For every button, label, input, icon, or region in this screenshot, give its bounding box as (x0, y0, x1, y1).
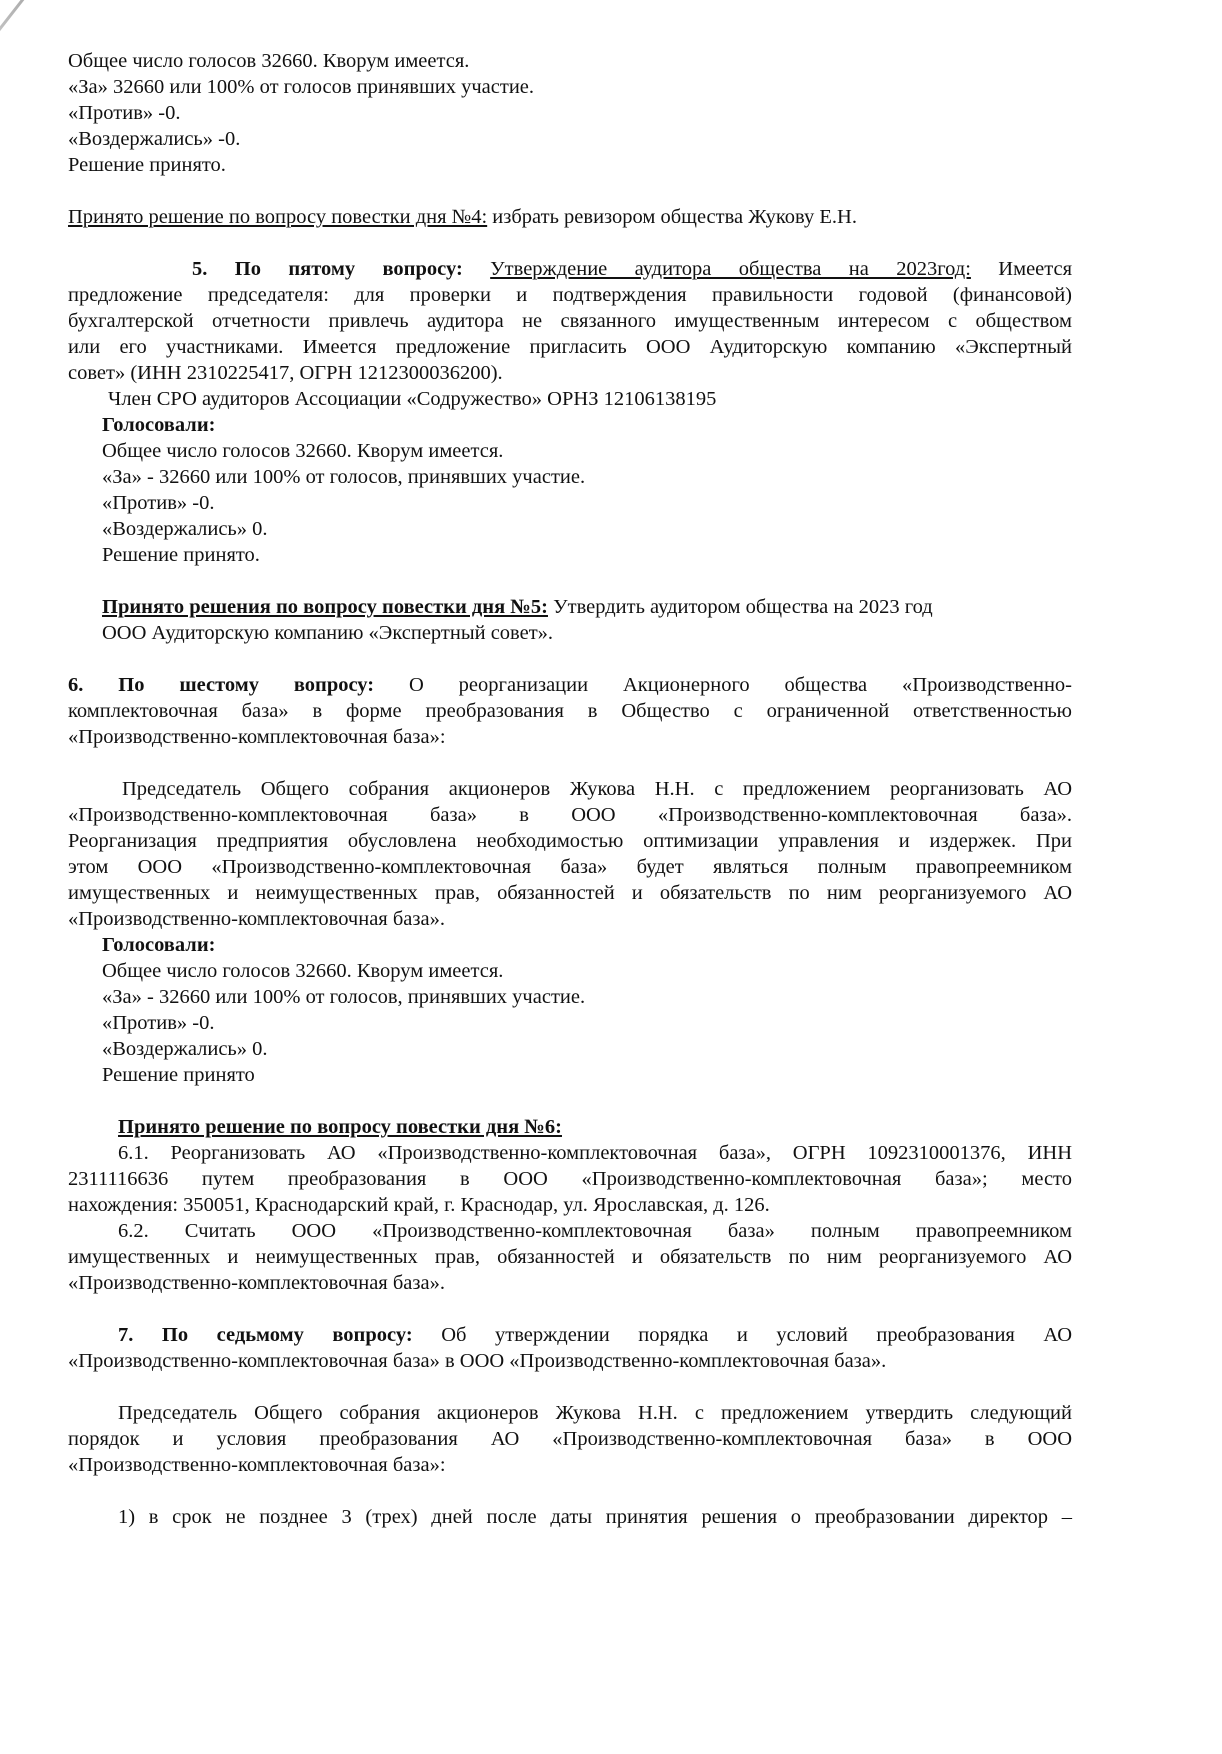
section-6-proposal-line: «Производственно-комплектовочная база». (68, 908, 445, 930)
decision-6-label: Принято решение по вопросу повестки дня №6: (118, 1116, 562, 1138)
section-6-proposal-line: Реорганизация предприятия обусловлена необходимостью оптимизации управления и издержек. При (68, 830, 1072, 852)
decision-5-line2: ООО Аудиторскую компанию «Экспертный совет». (102, 622, 554, 644)
item-6-1-line: нахождения: 350051, Краснодарский край, г. Краснодар, ул. Ярославская, д. 126. (68, 1194, 770, 1216)
vote-against: «Против» -0. (102, 1012, 215, 1034)
section-5-body-line: совет» (ИНН 2310225417, ОГРН 1212300036200). (68, 362, 503, 384)
section-6-heading-line: «Производственно-комплектовочная база»: (68, 726, 446, 748)
voted-label-text: Голосовали: (102, 414, 216, 436)
decision-5 (102, 594, 933, 620)
vote-abstain: «Воздержались» -0. (68, 128, 241, 150)
section-7-proposal-line: порядок и условия преобразования АО «Производственно-комплектовочная база» в ООО (68, 1428, 1072, 1450)
vote-for: «За» - 32660 или 100% от голосов, принявших участие. (102, 986, 586, 1008)
voted-label (102, 412, 215, 438)
staple-mark (0, 0, 90, 42)
section-5-body-line: бухгалтерской отчетности привлечь аудитора не связанного имущественным интересом с обществом (68, 310, 1072, 332)
item-6-2-line: «Производственно-комплектовочная база». (68, 1272, 445, 1294)
decision-5-label: Принято решения по вопросу повестки дня №5: (102, 596, 548, 618)
item-6-2-line: имущественных и неимущественных прав, обязанностей и обязательств по ним реорганизуемого АО (68, 1246, 1072, 1268)
section-5-body-line: предложение председателя: для проверки и подтверждения правильности годовой (финансовой) (68, 284, 1072, 306)
section-6-proposal-line: «Производственно-комплектовочная база» в ООО «Производственно-комплектовочная база». (68, 804, 1072, 826)
vote-total: Общее число голосов 32660. Кворум имеется. (68, 50, 470, 72)
section-7-item-1: 1) в срок не позднее 3 (трех) дней после даты принятия решения о преобразовании директор – (118, 1506, 1072, 1528)
decision-4-text: избрать ревизором общества Жукову Е.Н. (487, 206, 857, 228)
section-6-heading (68, 672, 1072, 698)
section-5-title: 5. По пятому вопросу: (192, 258, 463, 280)
section-6-proposal-line: Председатель Общего собрания акционеров Жукова Н.Н. с предложением реорганизовать АО (122, 778, 1072, 800)
section-5-heading-rest: Имеется (970, 258, 1073, 280)
section-7-proposal-line: Председатель Общего собрания акционеров Жукова Н.Н. с предложением утвердить следующий (118, 1402, 1072, 1424)
section-5-body-line: или его участниками. Имеется предложение пригласить ООО Аудиторскую компанию «Экспертный (68, 336, 1072, 358)
decision-status: Решение принято. (68, 154, 226, 176)
section-5-heading (192, 256, 1072, 282)
item-6-2-line: 6.2. Считать ООО «Производственно-комплектовочная база» полным правопреемником (118, 1220, 1072, 1242)
decision-4-label: Принято решение по вопросу повестки дня №4: (68, 206, 488, 228)
decision-4 (68, 204, 857, 230)
sro-membership: Член СРО аудиторов Ассоциации «Содружество» ОРНЗ 12106138195 (108, 388, 717, 410)
voted-label-text: Голосовали: (102, 934, 216, 956)
vote-abstain: «Воздержались» 0. (102, 1038, 268, 1060)
section-7-heading (118, 1322, 1072, 1348)
section-7-heading-rest: Об утверждении порядка и условий преобразования АО (412, 1324, 1072, 1346)
vote-against: «Против» -0. (102, 492, 215, 514)
vote-against: «Против» -0. (68, 102, 181, 124)
item-6-1-line: 2311116636 путем преобразования в ООО «Производственно-комплектовочная база»; место (68, 1168, 1072, 1190)
voted-label (102, 932, 215, 958)
section-6-title: 6. По шестому вопросу: (68, 674, 375, 696)
vote-abstain: «Воздержались» 0. (102, 518, 268, 540)
vote-for: «За» - 32660 или 100% от голосов, принявших участие. (102, 466, 586, 488)
vote-total: Общее число голосов 32660. Кворум имеется. (102, 440, 504, 462)
decision-status: Решение принято. (102, 544, 260, 566)
decision-6 (118, 1114, 562, 1140)
section-6-proposal-line: имущественных и неимущественных прав, обязанностей и обязательств по ним реорганизуемого АО (68, 882, 1072, 904)
section-6-heading-line: комплектовочная база» в форме преобразования в Общество с ограниченной ответственностью (68, 700, 1072, 722)
section-7-heading-line2: «Производственно-комплектовочная база» в ООО «Производственно-комплектовочная база». (68, 1350, 887, 1372)
item-6-1-line: 6.1. Реорганизовать АО «Производственно-комплектовочная база», ОГРН 1092310001376, ИНН (118, 1142, 1072, 1164)
section-6-heading-rest: О реорганизации Акционерного общества «Производственно- (374, 674, 1073, 696)
section-6-proposal-line: этом ООО «Производственно-комплектовочная база» будет являться полным правопреемником (68, 856, 1072, 878)
decision-status: Решение принято (102, 1064, 255, 1086)
decision-5-text: Утвердить аудитором общества на 2023 год (547, 596, 933, 618)
section-7-proposal-line: «Производственно-комплектовочная база»: (68, 1454, 446, 1476)
section-7-title: 7. По седьмому вопросу: (118, 1324, 413, 1346)
vote-total: Общее число голосов 32660. Кворум имеется. (102, 960, 504, 982)
vote-for: «За» 32660 или 100% от голосов принявших участие. (68, 76, 535, 98)
section-5-subject: Утверждение аудитора общества на 2023год: (490, 258, 971, 280)
